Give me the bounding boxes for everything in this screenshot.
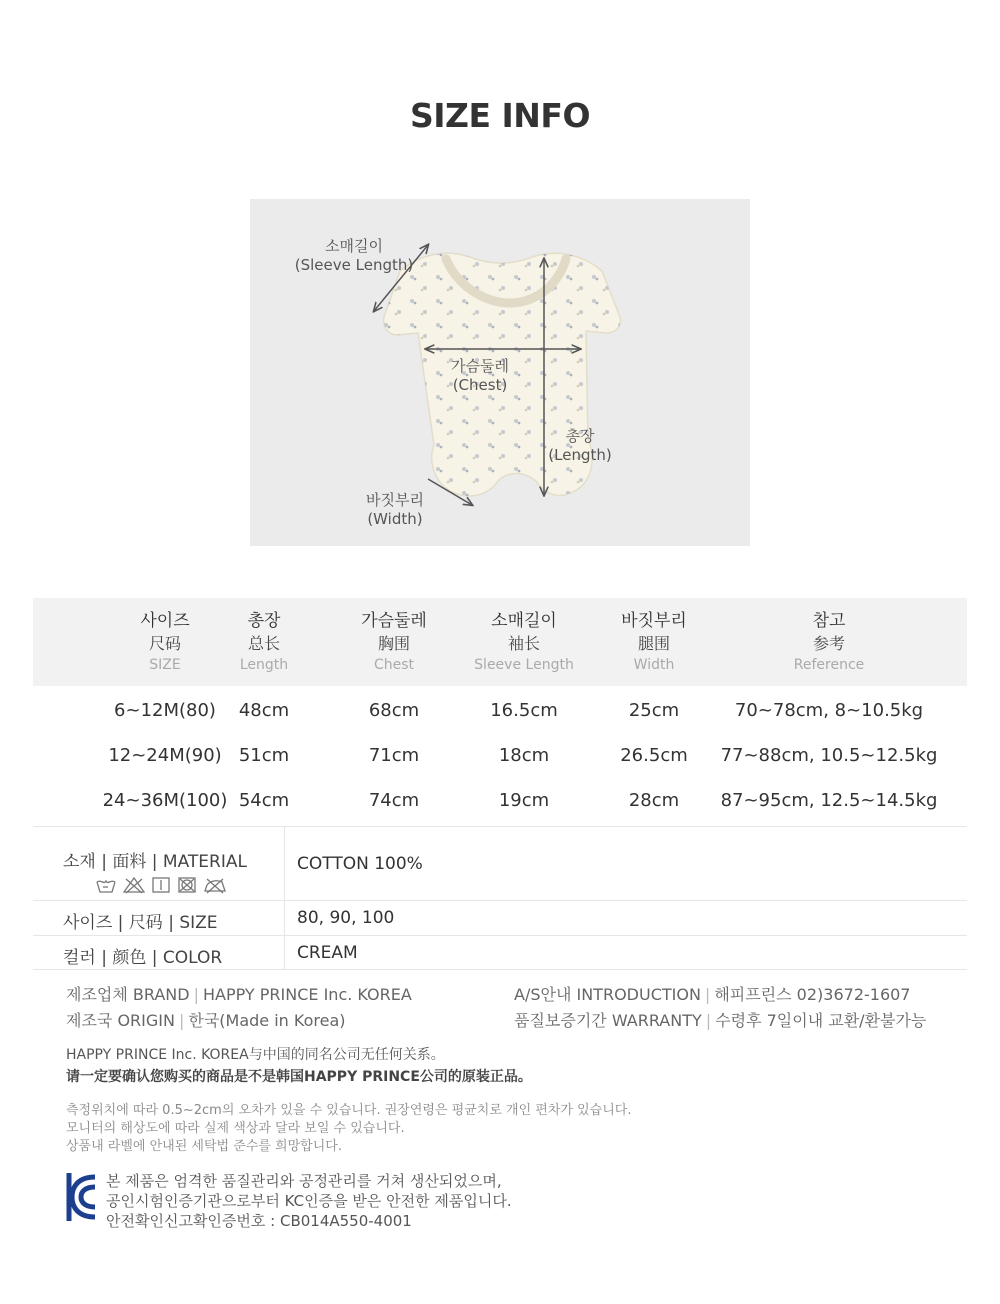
note-item: 모니터의 해상도에 따라 실제 색상과 달라 보일 수 있습니다. xyxy=(66,1121,405,1136)
as-label: A/S안내 INTRODUCTION xyxy=(514,985,701,1004)
kc-certification xyxy=(66,1171,512,1231)
table-row xyxy=(33,690,967,735)
dry-hang-icon xyxy=(151,876,171,894)
kc-line2: 공인시험인증기관으로부터 KC인증을 받은 안전한 제품입니다. xyxy=(106,1192,512,1210)
table-cell: 19cm xyxy=(498,790,550,811)
no-iron-icon xyxy=(203,876,227,894)
page-title: SIZE INFO xyxy=(410,96,590,135)
table-cell: 48cm xyxy=(238,700,290,721)
as-warranty-info: A/S안내 INTRODUCTION | 해피프린스 02)3672-1607 품질보증기간 WARRANTY | 수령후 7일이내 교환/환불가능 xyxy=(514,985,927,1030)
size-value: 80, 90, 100 xyxy=(297,908,395,928)
size-row xyxy=(33,900,967,935)
header-width: 바짓부리 腿围 Width xyxy=(621,611,687,673)
no-bleach-icon xyxy=(123,876,145,894)
table-cell: 68cm xyxy=(368,700,420,721)
header-length: 총장 总长 Length xyxy=(239,611,289,673)
note-item: 상품내 라벨에 안내된 세탁법 준수를 희망합니다. xyxy=(66,1139,342,1154)
color-value: CREAM xyxy=(297,942,358,963)
table-cell: 16.5cm xyxy=(490,700,558,721)
origin-label: 제조국 ORIGIN xyxy=(66,1011,175,1030)
note-item: 측정위치에 따라 0.5~2cm의 오차가 있을 수 있습니다. 권장연령은 평균치로 개인 편차가 있습니다. xyxy=(66,1103,632,1118)
table-row xyxy=(33,780,967,825)
material-label: 소재 | 面料 | MATERIAL xyxy=(63,852,247,872)
table-cell: 87~95cm, 12.5~14.5kg xyxy=(720,790,938,811)
table-cell: 54cm xyxy=(238,790,290,811)
product-info xyxy=(33,826,967,970)
no-tumble-dry-icon xyxy=(177,876,197,894)
kc-line1: 본 제품은 엄격한 품질관리와 공정관리를 거쳐 생산되었으며, xyxy=(106,1172,502,1190)
kc-line3: 안전확인신고확인증번호 : CB014A550-4001 xyxy=(106,1212,412,1230)
table-cell: 51cm xyxy=(238,745,290,766)
table-cell: 18cm xyxy=(498,745,550,766)
material-row xyxy=(33,826,967,900)
warranty-value: 수령후 7일이내 교환/환불가능 xyxy=(715,1011,927,1030)
color-label: 컬러 | 颜色 | COLOR xyxy=(33,936,285,969)
china-notice-line2: 请一定要确认您购买的商品是不是韩国HAPPY PRINCE公司的原装正品。 xyxy=(66,1069,532,1085)
size-diagram xyxy=(250,199,750,546)
length-label: 총장 (Length) xyxy=(548,427,612,464)
kc-text xyxy=(106,1171,512,1231)
as-value: 해피프린스 02)3672-1607 xyxy=(714,985,911,1004)
brand-value: HAPPY PRINCE Inc. KOREA xyxy=(202,985,412,1004)
table-cell: 74cm xyxy=(368,790,420,811)
table-cell: 71cm xyxy=(368,745,420,766)
warranty-label: 품질보증기간 WARRANTY xyxy=(514,1011,702,1030)
header-sleeve: 소매길이 袖长 Sleeve Length xyxy=(474,611,574,673)
table-row xyxy=(33,735,967,780)
kc-logo-icon xyxy=(66,1171,98,1223)
china-notice xyxy=(66,1044,532,1088)
table-cell: 70~78cm, 8~10.5kg xyxy=(734,700,924,721)
material-value: COTTON 100% xyxy=(297,853,423,874)
table-cell: 12~24M(90) xyxy=(108,745,222,766)
size-table-header xyxy=(33,598,967,686)
table-cell: 77~88cm, 10.5~12.5kg xyxy=(720,745,938,766)
table-cell: 26.5cm xyxy=(620,745,688,766)
size-table xyxy=(33,598,967,686)
table-cell: 28cm xyxy=(628,790,680,811)
notes xyxy=(66,1102,631,1156)
header-size: 사이즈 尺码 SIZE xyxy=(140,611,190,673)
header-chest: 가슴둘레 胸围 Chest xyxy=(361,611,427,673)
brand-origin-info: 제조업체 BRAND | HAPPY PRINCE Inc. KOREA 제조국 ORIGIN | 한국(Made in Korea) xyxy=(66,985,412,1030)
table-cell: 24~36M(100) xyxy=(102,790,228,811)
brand-label: 제조업체 BRAND xyxy=(66,985,190,1004)
header-reference: 참고 参考 Reference xyxy=(793,611,865,673)
sleeve-length-label: 소매길이 (Sleeve Length) xyxy=(294,237,414,274)
size-label: 사이즈 | 尺码 | SIZE xyxy=(33,901,285,935)
china-notice-line1: HAPPY PRINCE Inc. KOREA与中国的同名公司无任何关系。 xyxy=(66,1047,445,1063)
hand-wash-icon xyxy=(95,876,117,894)
care-icons xyxy=(95,876,284,894)
table-cell: 6~12M(80) xyxy=(114,700,216,721)
origin-value: 한국(Made in Korea) xyxy=(188,1011,346,1030)
width-label: 바짓부리 (Width) xyxy=(366,491,424,528)
material-label-cell xyxy=(33,827,285,900)
table-cell: 25cm xyxy=(628,700,680,721)
color-row xyxy=(33,935,967,970)
chest-label: 가슴둘레 (Chest) xyxy=(451,357,509,394)
